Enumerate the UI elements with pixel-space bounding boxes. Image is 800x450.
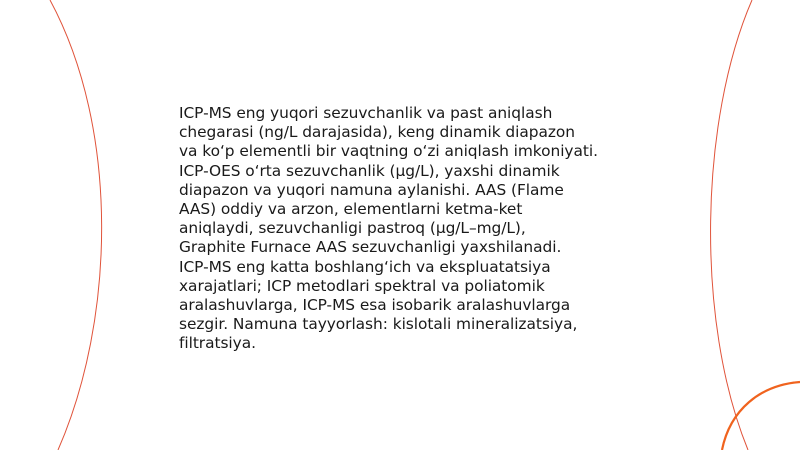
corner-arc-decoration	[722, 382, 800, 450]
body-paragraph: ICP-MS eng yuqori sezuvchanlik va past aniqlash chegarasi (ng/L darajasida), keng dinamik diapazon va ko‘p elementli bir vaqtning o‘zi aniqlash imkoniyati. ICP-OES o‘rta sezuvchanlik (µg/L), yaxshi dinamik diapazon va yuqori namuna aylanishi. AAS (Flame AAS) oddiy va arzon, elementlarni ketma-ket aniqlaydi, sezuvchanligi pastroq (µg/L–mg/L), Graphite Furnace AAS sezuvchanligi yaxshilanadi. ICP-MS eng katta boshlang‘ich va ekspluatatsiya xarajatlari; ICP metodlari spektral va poliatomik aralashuvlarga, ICP-MS esa isobarik aralashuvlarga sezgir. Namuna tayyorlash: kislotali mineralizatsiya, filtratsiya.	[179, 104, 598, 353]
right-arc-decoration	[711, 0, 752, 450]
left-arc-decoration	[50, 0, 102, 450]
